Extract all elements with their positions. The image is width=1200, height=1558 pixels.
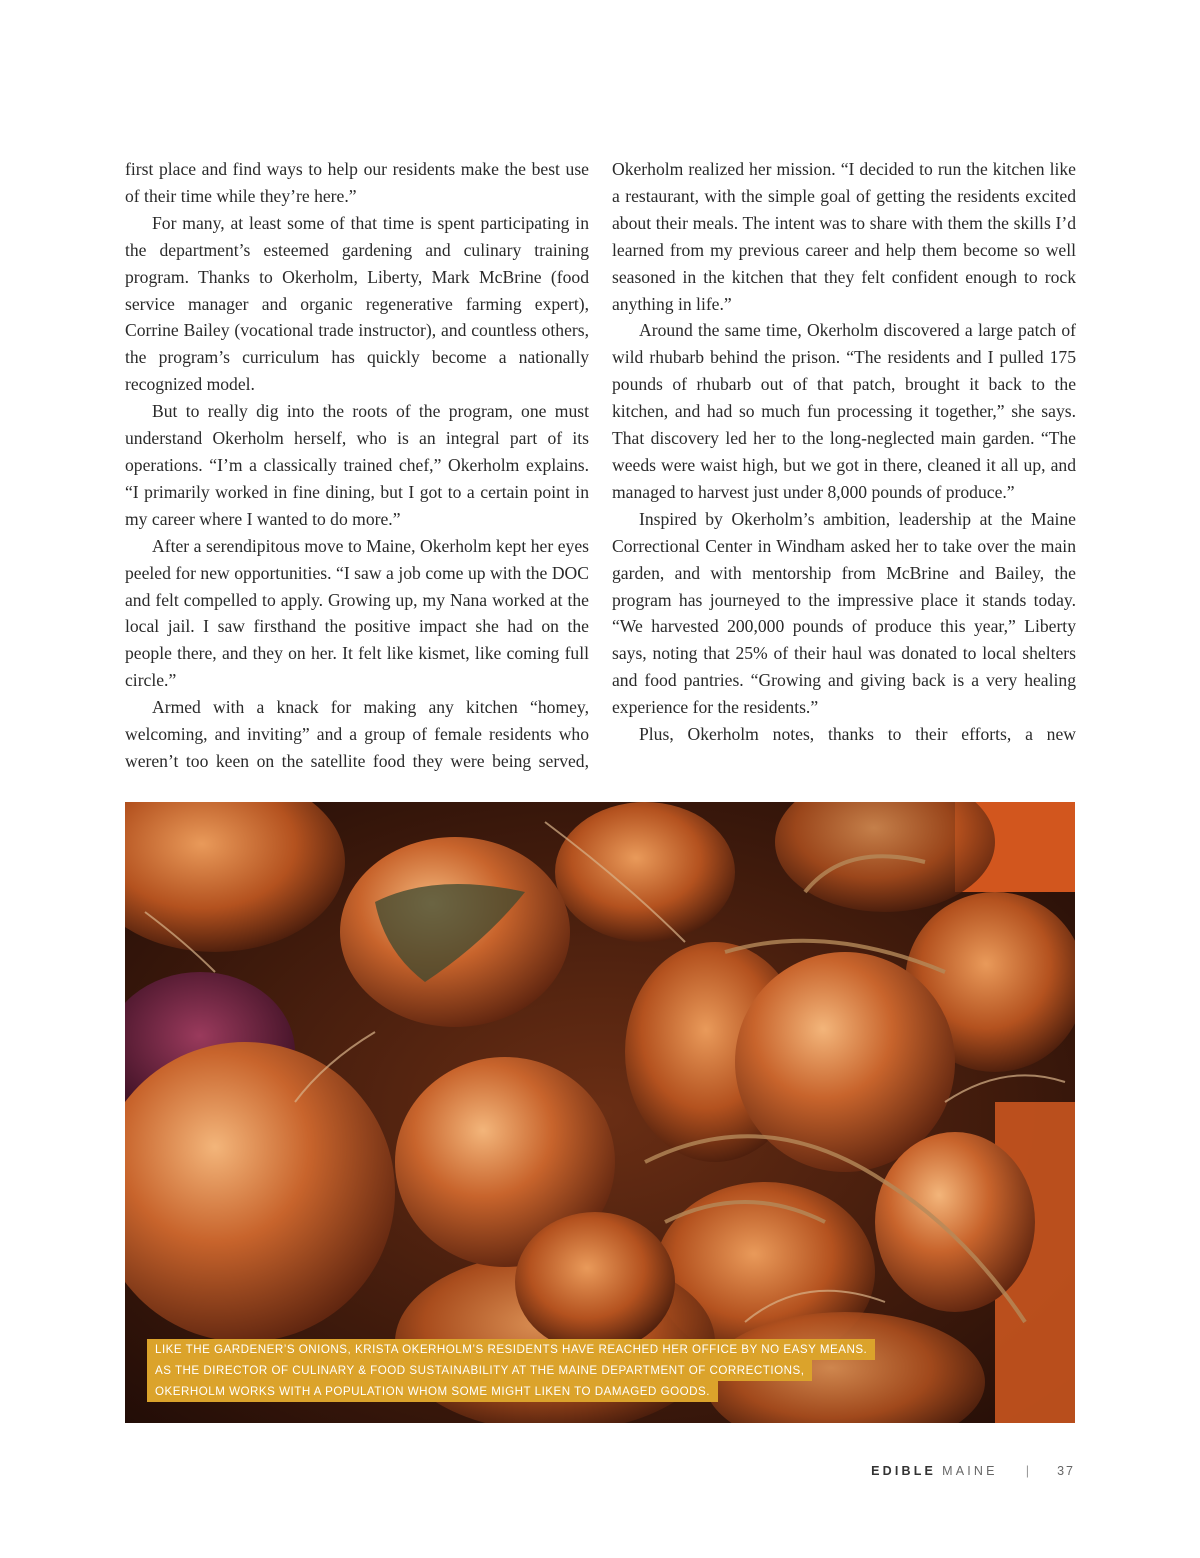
page-number: 37 bbox=[1057, 1463, 1075, 1478]
onions-photo bbox=[125, 802, 1075, 1423]
article-paragraph: Armed with a knack for making any kitchen “homey, welcoming, and inviting” and a group of female residents who weren’t too keen on the satellite food they were being served, bbox=[125, 697, 589, 771]
caption-line: AS THE DIRECTOR OF CULINARY & FOOD SUSTAINABILITY AT THE MAINE DEPARTMENT OF CORRECTIONS, bbox=[147, 1360, 812, 1381]
article-paragraph: Inspired by Okerholm’s ambition, leadership at the Maine Correctional Center in Windham asked her to take over the main garden, and with mentorship from McBrine and Bailey, the program has journeyed to the impressive place it stands today. “We harvested 200,000 pounds of produce this year,” Liberty says, noting that 25% of their haul was donated to local shelters and food pantries. “Growing and giving back is a very healing experience for the residents.” bbox=[612, 508, 1076, 718]
photo-caption bbox=[147, 1339, 875, 1402]
article-paragraph: Plus, Okerholm notes, thanks to their efforts, a new bbox=[639, 724, 1076, 745]
page-footer bbox=[871, 1463, 1075, 1478]
article-paragraph: first place and find ways to help our residents make the best use of their time while they’re here.” bbox=[125, 159, 589, 206]
article-paragraph: After a serendipitous move to Maine, Okerholm kept her eyes peeled for new opportunities. “I saw a job come up with the DOC and felt compelled to apply. Growing up, my Nana worked at the local jail. I saw firsthand the positive impact she had on the people there, and they on her. It felt like kismet, like coming full circle.” bbox=[125, 535, 589, 691]
article-paragraph: But to really dig into the roots of the program, one must understand Okerholm herself, who is an integral part of its operations. “I’m a classically trained chef,” Okerholm explains. “I primarily worked in fine dining, but I got to a certain point in my career where I wanted to do more.” bbox=[125, 401, 589, 529]
article-column-right bbox=[612, 156, 1076, 748]
article-column-left bbox=[125, 156, 589, 775]
magazine-name-light: MAINE bbox=[942, 1463, 998, 1478]
caption-line: LIKE THE GARDENER’S ONIONS, KRISTA OKERHOLM’S RESIDENTS HAVE REACHED HER OFFICE BY NO EASY MEANS. bbox=[147, 1339, 875, 1360]
article-paragraph: Okerholm realized her mission. “I decided to run the kitchen like a restaurant, with the simple goal of getting the residents excited about their meals. The intent was to share with them the skills I’d learned from my previous career and help them become so well seasoned in the kitchen that they felt confident enough to rock anything in life.” bbox=[612, 159, 1076, 314]
caption-line: OKERHOLM WORKS WITH A POPULATION WHOM SOME MIGHT LIKEN TO DAMAGED GOODS. bbox=[147, 1381, 718, 1402]
article-paragraph: For many, at least some of that time is spent participating in the department’s esteemed gardening and culinary training program. Thanks to Okerholm, Liberty, Mark McBrine (food service manager and organic regenerative farming expert), Corrine Bailey (vocational trade instructor), and countless others, the program’s curriculum has quickly become a nationally recognized model. bbox=[125, 212, 589, 395]
magazine-name-bold: EDIBLE bbox=[871, 1463, 937, 1478]
footer-divider: | bbox=[1025, 1463, 1030, 1478]
article-paragraph: Around the same time, Okerholm discovered a large patch of wild rhubarb behind the prison. “The residents and I pulled 175 pounds of rhubarb out of that patch, brought it back to the kitchen, and had so much fun processing it together,” she says. That discovery led her to the long-neglected main garden. “The weeds were waist high, but we got in there, cleaned it all up, and managed to harvest just under 8,000 pounds of produce.” bbox=[612, 320, 1076, 502]
